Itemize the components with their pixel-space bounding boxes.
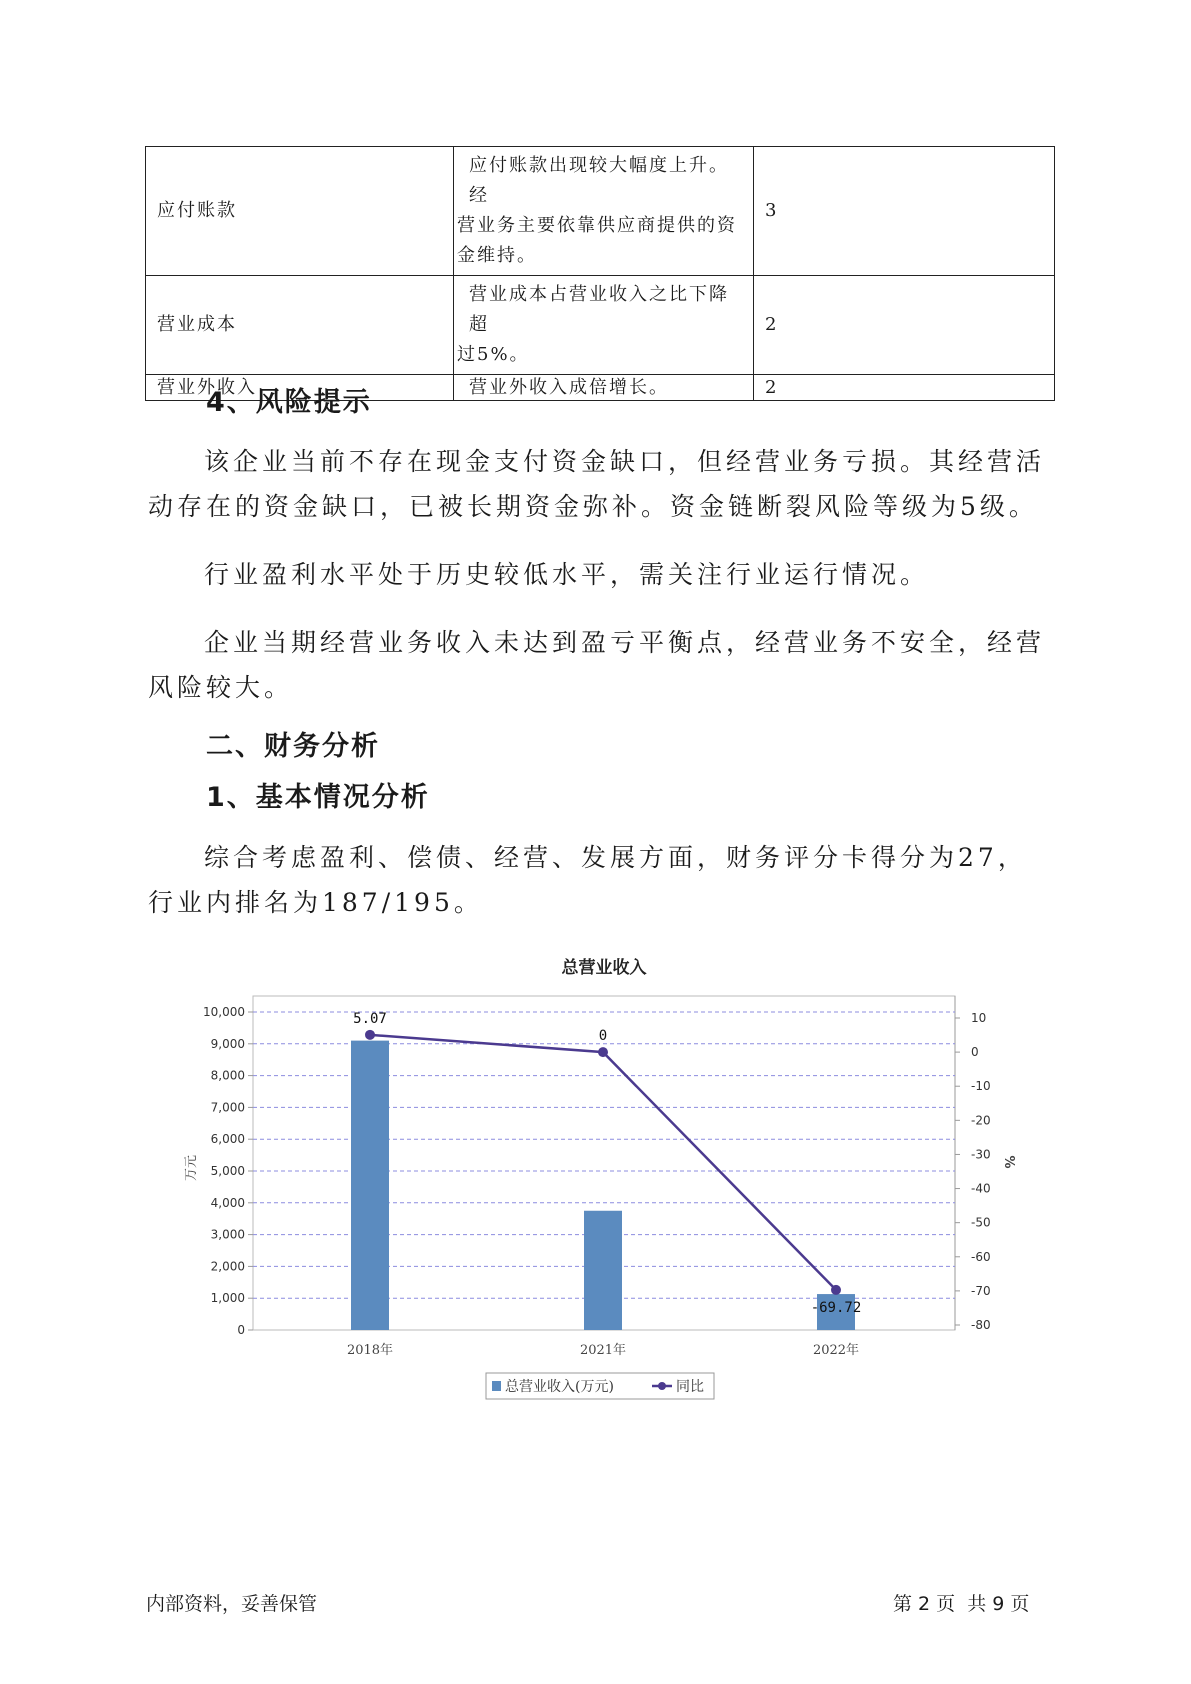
desc-line: 营业外收入成倍增长。 [469, 376, 669, 398]
y2-tick-label: -80 [971, 1318, 991, 1332]
paragraph: 企业当期经营业务收入未达到盈亏平衡点，经营业务不安全，经营风险较大。 [148, 628, 1046, 702]
desc-line: 金维持。 [457, 245, 537, 266]
desc-line: 营业务主要依靠供应商提供的资 [457, 215, 737, 236]
y2-tick-label: -20 [971, 1113, 991, 1128]
y-tick-label: 6,000 [210, 1132, 245, 1147]
data-label: 0 [598, 1028, 608, 1045]
table-cell-score: 2 [754, 276, 1055, 375]
table-cell-item: 营业成本 [146, 276, 454, 375]
y2-tick-label: 10 [971, 1011, 987, 1025]
desc-line: 应付账款出现较大幅度上升。经 [469, 155, 729, 206]
y2-tick-label: -40 [971, 1181, 991, 1196]
y-tick-label: 2,000 [210, 1259, 245, 1274]
data-label: 5.07 [353, 1010, 387, 1027]
paragraph: 该企业当前不存在现金支付资金缺口，但经营业务亏损。其经营活动存在的资金缺口，已被长期资金弥补。资金链断裂风险等级为5级。 [148, 447, 1046, 521]
desc-line: 过5%。 [457, 344, 530, 365]
y2-tick-label: -70 [971, 1283, 991, 1298]
y2-tick-label: -50 [971, 1215, 991, 1230]
bar [584, 1211, 622, 1330]
y-tick-label: 7,000 [210, 1100, 245, 1115]
paragraph: 综合考虑盈利、偿债、经营、发展方面，财务评分卡得分为27，行业内排名为187/195。 [148, 843, 1027, 917]
line-point [831, 1285, 841, 1295]
x-tick-label: 2022年 [812, 1343, 860, 1358]
legend-bar-swatch [492, 1381, 501, 1391]
paragraph: 行业盈利水平处于历史较低水平，需关注行业运行情况。 [204, 560, 930, 589]
section-heading-risk: 4、风险提示 [206, 387, 372, 418]
legend-line-label: 同比 [676, 1379, 704, 1395]
legend-bar-label: 总营业收入(万元) [505, 1379, 614, 1395]
y-tick-label: 5,000 [210, 1164, 245, 1178]
data-label: -69.72 [810, 1299, 862, 1316]
footer-page-number: 第 2 页 共 9 页 [893, 1593, 1030, 1615]
y2-tick-label: 0 [971, 1045, 979, 1060]
bar [351, 1041, 389, 1330]
y-tick-label: 10,000 [203, 1005, 245, 1019]
table-cell-score: 2 [754, 375, 1055, 401]
y2-tick-label: -30 [971, 1147, 991, 1162]
table-cell-score: 3 [754, 147, 1055, 276]
line-point [598, 1047, 608, 1057]
y2-tick-label: -60 [971, 1249, 991, 1264]
y2-axis-label: % [1001, 1155, 1016, 1169]
section-heading-finance: 二、财务分析 [206, 731, 380, 762]
y-tick-label: 0 [237, 1323, 245, 1337]
sub-heading-basic: 1、基本情况分析 [206, 782, 430, 813]
y-tick-label: 4,000 [210, 1195, 245, 1210]
table-cell-item: 应付账款 [146, 147, 454, 276]
chart-title: 总营业收入 [561, 958, 647, 978]
desc-line: 营业成本占营业收入之比下降超 [469, 284, 729, 335]
x-tick-label: 2021年 [579, 1343, 627, 1358]
table-cell-item: 营业外收入 [146, 375, 454, 401]
y-tick-label: 9,000 [210, 1036, 245, 1051]
x-tick-label: 2018年 [346, 1343, 394, 1358]
y-tick-label: 8,000 [210, 1068, 245, 1083]
y2-tick-label: -10 [971, 1079, 991, 1094]
y-axis-label: 万元 [184, 1154, 199, 1182]
legend-line-marker [658, 1382, 666, 1390]
footer-confidential: 内部资料，妥善保管 [146, 1593, 318, 1615]
line-point [365, 1030, 375, 1040]
y-tick-label: 1,000 [210, 1291, 245, 1306]
y-tick-label: 3,000 [210, 1227, 245, 1242]
